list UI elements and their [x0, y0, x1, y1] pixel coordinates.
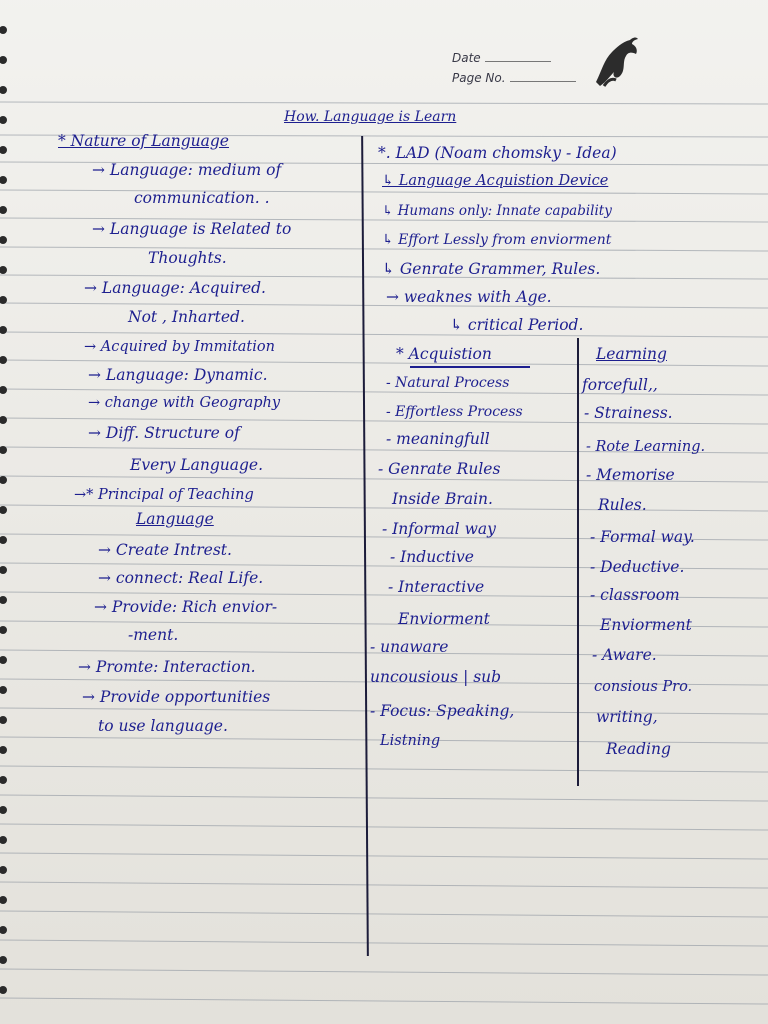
table-header-rule	[410, 366, 530, 368]
note-line: to use language.	[98, 717, 228, 735]
note-line: ↳ Humans only: Innate capability	[382, 203, 612, 219]
acquisition-item: - Effortless Process	[386, 404, 523, 420]
page-header	[452, 48, 576, 88]
spiral-binding	[0, 0, 14, 1024]
note-line: ↳ Language Acquistion Device	[382, 173, 609, 189]
learning-item: writing,	[596, 708, 658, 726]
heading-principal-of-teaching: →* Principal of Teaching	[74, 487, 254, 503]
note-line: ↳ Genrate Grammer, Rules.	[382, 260, 601, 278]
learning-item: Rules.	[598, 496, 647, 514]
acquisition-item: - Inductive	[390, 548, 474, 566]
acquisition-item: - Genrate Rules	[378, 460, 501, 478]
note-line: → Provide: Rich envior-	[94, 598, 278, 616]
learning-item: - classroom	[590, 586, 680, 604]
note-line: → Promte: Interaction.	[78, 658, 256, 676]
learning-item: - Strainess.	[584, 404, 673, 422]
acquisition-item: - meaningfull	[386, 430, 490, 448]
note-line: Not , Inharted.	[128, 308, 245, 326]
note-line: ↳ critical Period.	[450, 316, 584, 334]
note-line: communication. .	[134, 189, 270, 207]
note-line: Thoughts.	[148, 249, 227, 267]
note-line: → Acquired by Immitation	[84, 339, 275, 355]
acquisition-item: Enviorment	[398, 610, 490, 628]
note-line: -ment.	[128, 626, 179, 644]
horse-logo-icon	[582, 30, 642, 92]
acquisition-item: - Focus: Speaking,	[370, 702, 515, 720]
note-line: → Language: medium of	[92, 161, 282, 179]
acquisition-item: uncousious | sub	[370, 668, 502, 686]
learning-item: forcefull,,	[582, 376, 658, 394]
note-line: → Diff. Structure of	[88, 424, 240, 442]
date-label: Date	[452, 51, 481, 65]
learning-item: - Formal way.	[590, 528, 695, 546]
note-line: → Language is Related to	[92, 220, 292, 238]
table-header-acquisition: * Acquistion	[396, 345, 492, 363]
acquisition-item: - unaware	[370, 638, 449, 656]
note-line: → Language: Dynamic.	[88, 366, 268, 384]
note-line: Every Language.	[130, 456, 264, 474]
acquisition-item: Listning	[380, 733, 441, 749]
acquisition-item: - Informal way	[382, 520, 496, 538]
note-line: → Create Intrest.	[98, 541, 232, 559]
learning-item: - Rote Learning.	[586, 439, 706, 455]
learning-item: Enviorment	[600, 616, 692, 634]
page-no-label: Page No.	[452, 71, 506, 85]
learning-item: Reading	[606, 740, 671, 758]
note-line: → change with Geography	[88, 395, 281, 411]
page-title: How. Language is Learn	[284, 109, 457, 125]
learning-item: - Memorise	[586, 466, 675, 484]
note-line: → Provide opportunities	[82, 688, 271, 706]
note-line: Language	[136, 510, 214, 528]
learning-item: - Aware.	[592, 646, 657, 664]
learning-item: - Deductive.	[590, 558, 685, 576]
table-divider	[577, 338, 579, 786]
acquisition-item: Inside Brain.	[392, 490, 493, 508]
heading-lad: *. LAD (Noam chomsky - Idea)	[378, 144, 617, 162]
learning-item: consious Pro.	[594, 679, 693, 695]
note-line: ↳ Effort Lessly from enviorment	[382, 232, 612, 248]
heading-nature-of-language: * Nature of Language	[58, 132, 229, 150]
table-header-learning: Learning	[596, 345, 667, 363]
acquisition-item: - Natural Process	[386, 375, 510, 391]
note-line: → weaknes with Age.	[386, 288, 552, 306]
acquisition-item: - Interactive	[388, 578, 485, 596]
note-line: → connect: Real Life.	[98, 569, 264, 587]
note-line: → Language: Acquired.	[84, 279, 266, 297]
